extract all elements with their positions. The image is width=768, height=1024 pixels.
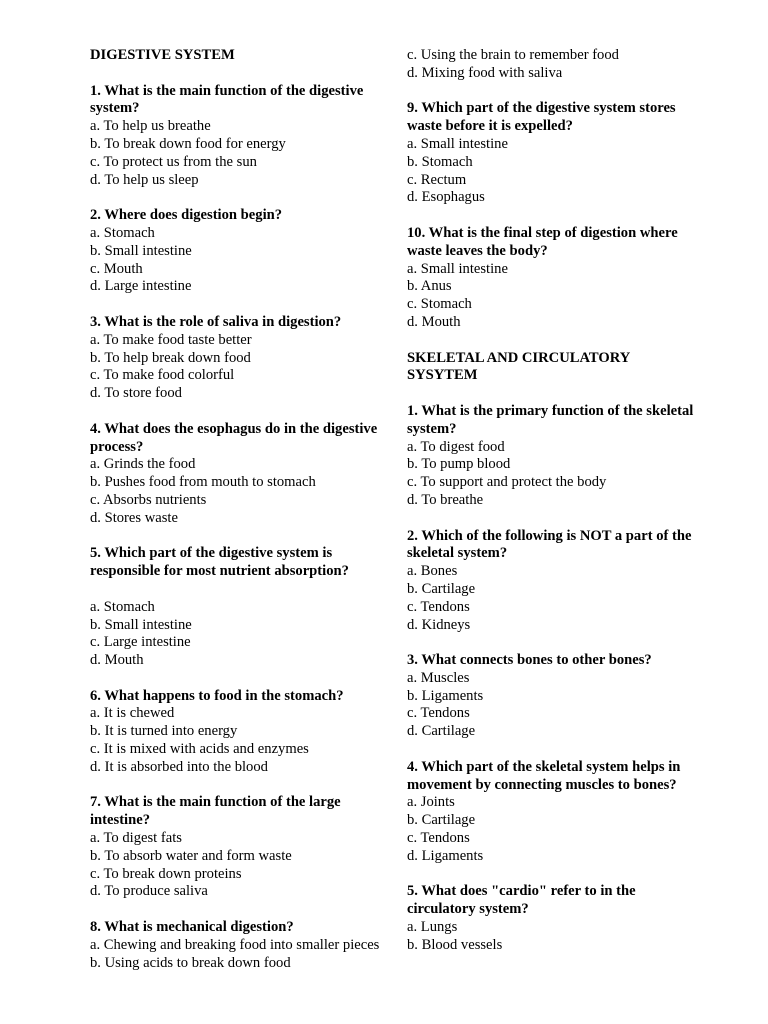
answer-option: b. Ligaments <box>407 687 484 704</box>
question-d8 <box>90 919 382 972</box>
answer-option: a. Grinds the food <box>90 456 196 473</box>
answer-option: b. Small intestine <box>90 616 192 633</box>
answer-option: c. To support and protect the body <box>407 474 607 491</box>
question-text: 5. Which part of the digestive system is responsible for most nutrient absorption? <box>90 545 349 580</box>
answer-option: d. Ligaments <box>407 847 484 864</box>
answer-option: b. To absorb water and form waste <box>90 847 292 864</box>
answer-option: c. Tendons <box>407 705 470 722</box>
answer-option: b. Cartilage <box>407 812 476 829</box>
answer-option: d. Large intestine <box>90 278 192 295</box>
question-text: 10. What is the final step of digestion where waste leaves the body? <box>407 224 678 259</box>
answer-option: a. Small intestine <box>407 260 508 277</box>
answer-option: a. Chewing and breaking food into smaller pieces <box>90 936 380 953</box>
answer-option: b. Anus <box>407 278 452 295</box>
answer-option: c. Tendons <box>407 830 470 847</box>
question-text: 1. What is the main function of the digestive system? <box>90 82 364 117</box>
question-s1 <box>407 403 699 510</box>
question-s4 <box>407 759 699 866</box>
question-text: 3. What is the role of saliva in digestion? <box>90 313 342 330</box>
question-text: 3. What connects bones to other bones? <box>407 652 652 669</box>
question-d7 <box>90 794 382 901</box>
answer-option: d. To store food <box>90 385 182 402</box>
answer-option: d. Stores waste <box>90 509 178 526</box>
question-s5 <box>407 883 699 954</box>
answer-option: a. Small intestine <box>407 135 508 152</box>
answer-option: c. To break down proteins <box>90 865 242 882</box>
answer-option: a. Lungs <box>407 919 458 936</box>
answer-option: d. Esophagus <box>407 189 485 206</box>
answer-option: b. Stomach <box>407 153 473 170</box>
question-text: 2. Where does digestion begin? <box>90 207 283 224</box>
answer-option: a. To make food taste better <box>90 331 252 348</box>
answer-option: c. Rectum <box>407 171 467 188</box>
question-d8-continued <box>407 47 699 83</box>
question-s2 <box>407 528 699 635</box>
question-d10 <box>407 225 699 332</box>
answer-option: c. Large intestine <box>90 634 191 651</box>
question-text: 8. What is mechanical digestion? <box>90 919 294 936</box>
question-text: 2. Which of the following is NOT a part of the skeletal system? <box>407 527 692 562</box>
answer-option: d. Mouth <box>407 313 461 330</box>
answer-option: b. To break down food for energy <box>90 135 286 152</box>
answer-option: d. To breathe <box>407 491 484 508</box>
answer-option: a. Bones <box>407 563 458 580</box>
answer-option: b. Blood vessels <box>407 936 503 953</box>
answer-option: a. It is chewed <box>90 705 175 722</box>
answer-option: a. To digest food <box>407 438 505 455</box>
right-column <box>407 47 699 955</box>
answer-option: d. Mixing food with saliva <box>407 64 563 81</box>
answer-option: c. Using the brain to remember food <box>407 47 619 63</box>
section-heading-skeletal: SKELETAL AND CIRCULATORY SYSYTEM <box>407 349 630 384</box>
answer-option: a. To digest fats <box>90 830 182 847</box>
question-d3 <box>90 314 382 403</box>
answer-option: a. Muscles <box>407 669 470 686</box>
question-d6 <box>90 688 382 777</box>
answer-option: d. It is absorbed into the blood <box>90 758 268 775</box>
answer-option: b. Small intestine <box>90 242 192 259</box>
question-d9 <box>407 100 699 207</box>
question-text: 5. What does "cardio" refer to in the circulatory system? <box>407 883 636 918</box>
answer-option: c. Tendons <box>407 598 470 615</box>
question-d1 <box>90 83 382 190</box>
answer-option: c. Absorbs nutrients <box>90 491 207 508</box>
question-text: 9. Which part of the digestive system stores waste before it is expelled? <box>407 100 676 135</box>
answer-option: b. Using acids to break down food <box>90 954 291 971</box>
question-d4 <box>90 421 382 528</box>
answer-option: c. It is mixed with acids and enzymes <box>90 741 309 758</box>
answer-option: a. Stomach <box>90 598 155 615</box>
question-d2 <box>90 207 382 296</box>
answer-option: d. Kidneys <box>407 616 471 633</box>
answer-option: b. To pump blood <box>407 456 511 473</box>
answer-option: c. Stomach <box>407 296 472 313</box>
answer-option: d. Mouth <box>90 652 144 669</box>
answer-option: b. It is turned into energy <box>90 723 238 740</box>
section-heading-digestive: DIGESTIVE SYSTEM <box>90 47 235 63</box>
answer-option: d. To produce saliva <box>90 883 208 900</box>
answer-option: d. To help us sleep <box>90 171 199 188</box>
question-text: 4. Which part of the skeletal system helps in movement by connecting muscles to bones? <box>407 758 681 793</box>
answer-option: c. Mouth <box>90 260 143 277</box>
answer-option: c. To protect us from the sun <box>90 153 257 170</box>
question-text: 7. What is the main function of the large intestine? <box>90 794 341 829</box>
answer-option: a. Stomach <box>90 224 155 241</box>
answer-option: c. To make food colorful <box>90 367 235 384</box>
answer-option: a. Joints <box>407 794 455 811</box>
answer-option: b. Pushes food from mouth to stomach <box>90 474 316 491</box>
question-text: 6. What happens to food in the stomach? <box>90 687 344 704</box>
question-d5 <box>90 545 382 670</box>
question-text: 4. What does the esophagus do in the digestive process? <box>90 420 378 455</box>
question-text: 1. What is the primary function of the skeletal system? <box>407 402 694 437</box>
answer-option: d. Cartilage <box>407 723 476 740</box>
answer-option: b. Cartilage <box>407 580 476 597</box>
answer-option: a. To help us breathe <box>90 118 211 135</box>
question-s3 <box>407 652 699 741</box>
left-column <box>90 47 382 972</box>
answer-option: b. To help break down food <box>90 349 251 366</box>
